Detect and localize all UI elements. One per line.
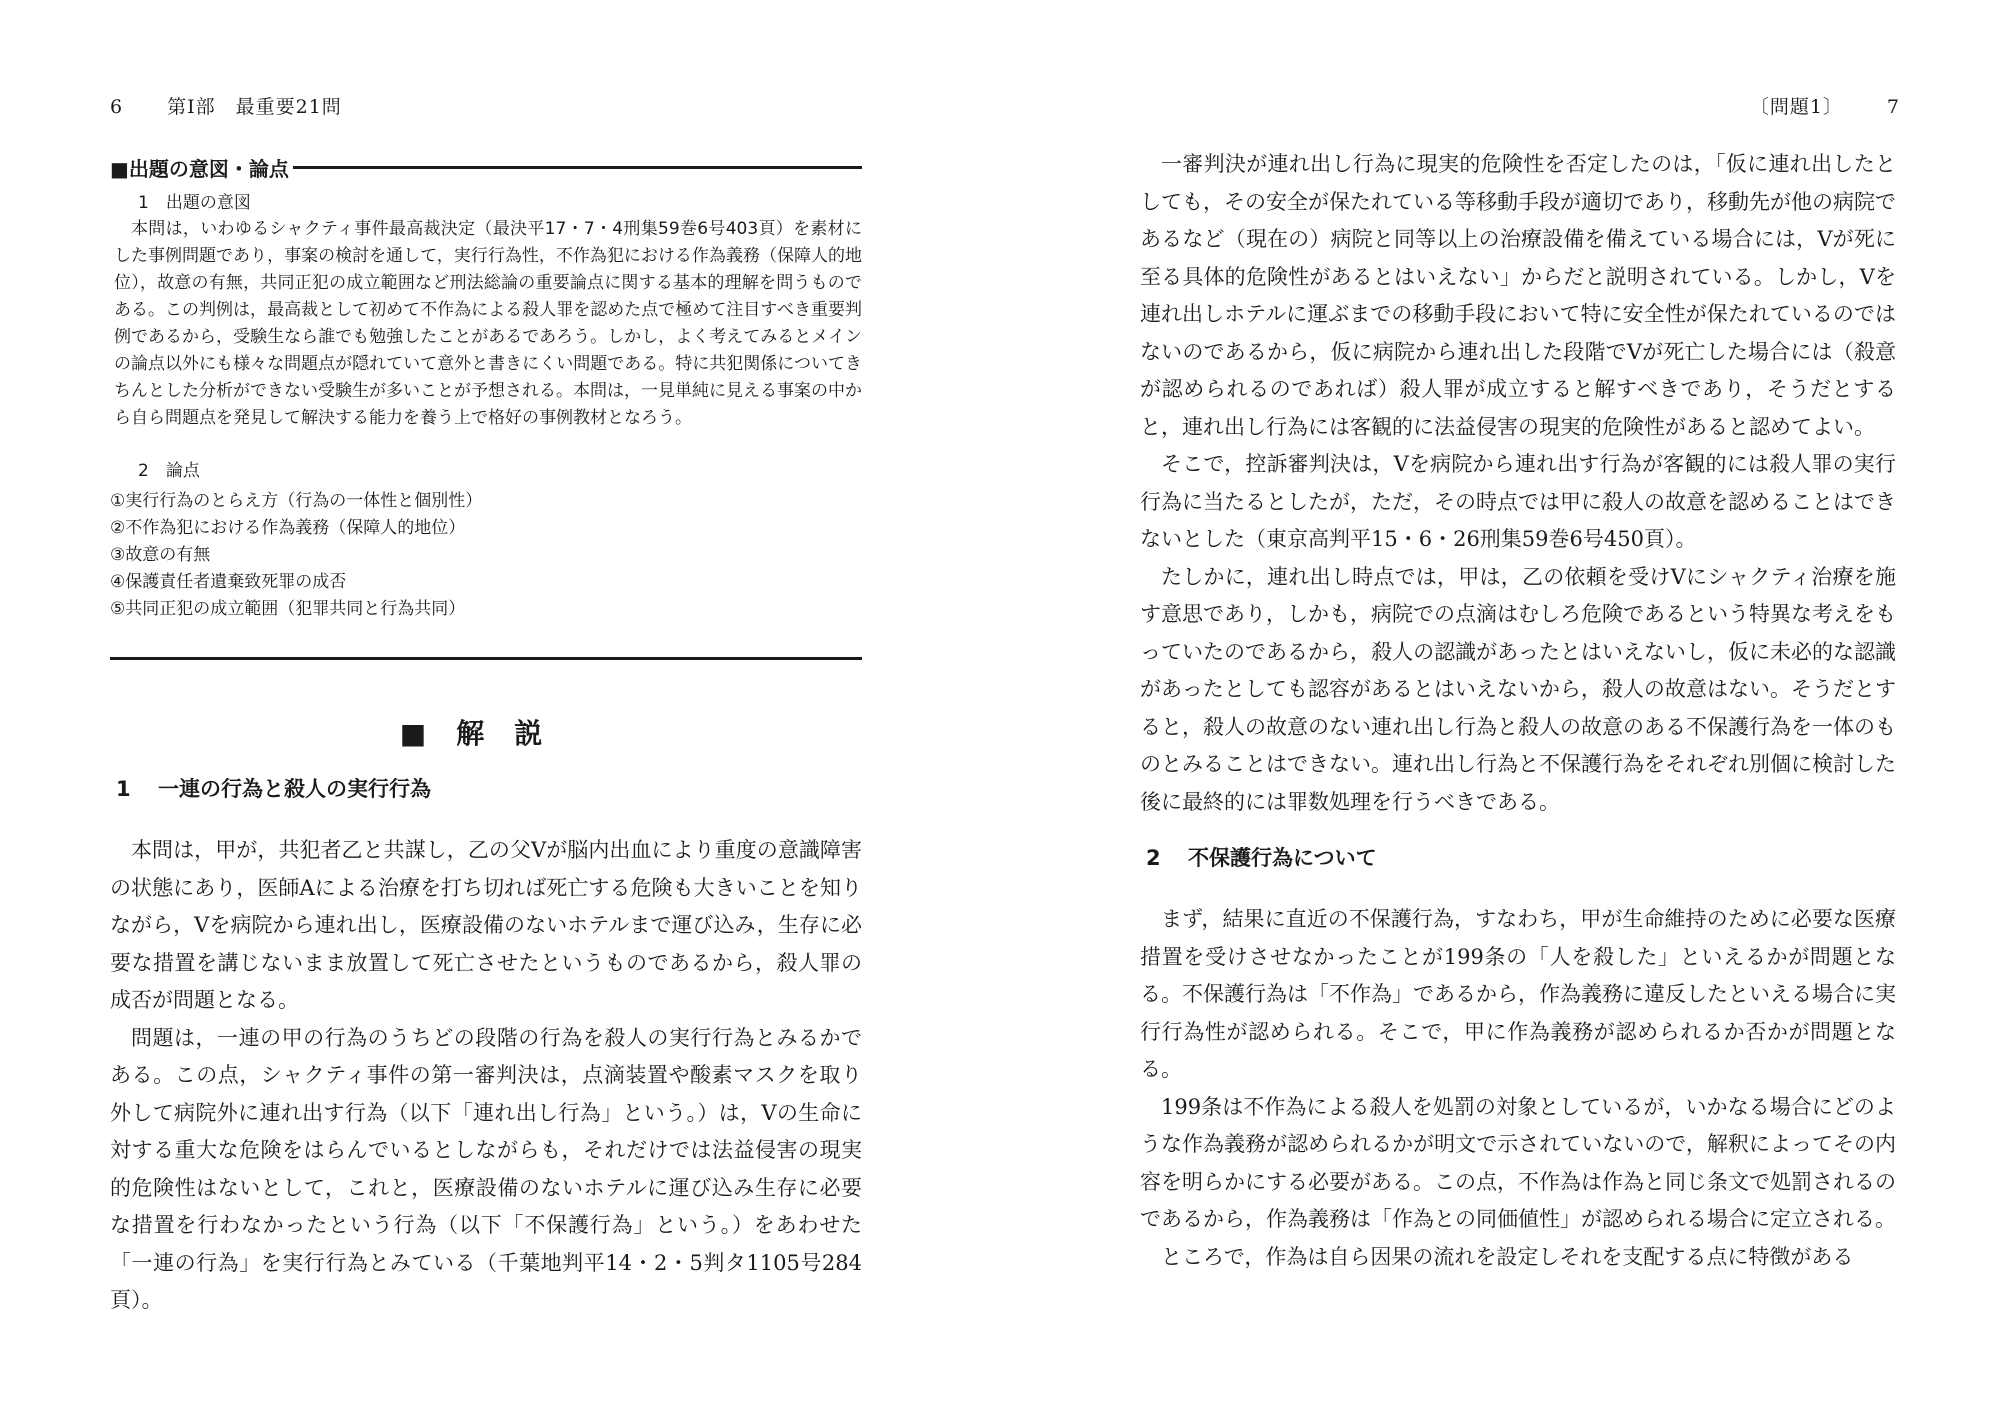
intent-subheading: 1 出題の意図 — [138, 193, 251, 213]
section-1-number: 1 — [116, 777, 131, 801]
section-2-number: 2 — [1146, 846, 1161, 870]
section-2-heading — [1140, 843, 1896, 873]
right-page-number: 7 — [1886, 96, 1900, 118]
left-body — [110, 774, 862, 1320]
body-paragraph: たしかに，連れ出し時点では，甲は，乙の依頼を受けVにシャクティ治療を施す意思であり，しかも，病院での点滴はむしろ危険であるという特異な考えをもっていたのであるから，殺人の認識があったとはいえないし，仮に未必的な認識があったとしても認容があるとはいえないから，殺人の故意はない。そうだとすると，殺人の故意のない連れ出し行為と殺人の故意のある不保護行為を一体のものとみることはできない。連れ出し行為と不保護行為をそれぞれ別個に検討した後に最終的には罪数処理を行うべきである。 — [1140, 564, 1896, 814]
left-running-title: 第Ⅰ部 最重要21問 — [167, 96, 342, 118]
body-paragraph: 一審判決が連れ出し行為に現実的危険性を否定したのは，「仮に連れ出したとしても，その安全が保たれている等移動手段が適切であり，移動先が他の病院であるなど（現在の）病院と同等以上の治療設備を備えている場合には，Vが死に至る具体的危険性があるとはいえない」からだと説明されている。しかし，Vを連れ出しホテルに運ぶまでの移動手段において特に安全性が保たれているのではないのであるから，仮に病院から連れ出した段階でVが死亡した場合には（殺意が認められるのであれば）殺人罪が成立すると解すべきであり，そうだとすると，連れ出し行為には客観的に法益侵害の現実的危険性があると認めてよい。 — [1140, 152, 1896, 439]
issue-item: ③故意の有無 — [110, 545, 211, 565]
body-paragraph: そこで，控訴審判決は，Vを病院から連れ出す行為が客観的には殺人罪の実行行為に当たるとしたが，ただ，その時点では甲に殺人の故意を認めることはできないとした（東京高判平15・6・26刑集59巻6号450頁）。 — [1140, 452, 1896, 551]
issues-list — [110, 488, 862, 623]
intent-bottom-rule — [110, 657, 862, 660]
right-running-head — [1750, 92, 1900, 119]
left-page-number: 6 — [110, 96, 124, 118]
intent-section — [110, 150, 862, 623]
issues-subheading: 2 論点 — [138, 461, 200, 481]
intent-heading-row — [110, 150, 862, 184]
intent-paragraph: 本問は，いわゆるシャクティ事件最高裁決定（最決平17・7・4刑集59巻6号403頁）を素材にした事例問題であり，事案の検討を通して，実行行為性，不作為犯における作為義務（保障人的地位），故意の有無，共同正犯の成立範囲など刑法総論の重要論点に関する基本的理解を問うものである。この判例は，最高裁として初めて不作為による殺人罪を認めた点で極めて注目すべき重要判例であるから，受験生なら誰でも勉強したことがあるであろう。しかし，よく考えてみるとメインの論点以外にも様々な問題点が隠れていて意外と書きにくい問題である。特に共犯関係についてきちんとした分析ができない受験生が多いことが予想される。本問は，一見単純に見える事案の中から自ら問題点を発見して解決する能力を養う上で格好の事例教材となろう。 — [114, 219, 862, 428]
issue-item: ①実行行為のとらえ方（行為の一体性と個別性） — [110, 491, 483, 511]
right-page — [1000, 0, 2000, 1415]
intent-heading-rule — [293, 166, 862, 169]
body-paragraph: 問題は，一連の甲の行為のうちどの段階の行為を殺人の実行行為とみるかである。この点，シャクティ事件の第一審判決は，点滴装置や酸素マスクを取り外して病院外に連れ出す行為（以下「連れ出し行為」という。）は，Vの生命に対する重大な危険をはらんでいるとしながらも，それだけでは法益侵害の現実的危険性はないとして，これと，医療設備のないホテルに運び込み生存に必要な措置を行わなかったという行為（以下「不保護行為」という。）をあわせた「一連の行為」を実行行為とみている（千葉地判平14・2・5判タ1105号284頁）。 — [110, 1025, 862, 1312]
section-2-title: 不保護行為について — [1188, 846, 1377, 870]
right-running-title: 〔問題1〕 — [1749, 96, 1843, 118]
issue-item: ⑤共同正犯の成立範囲（犯罪共同と行為共同） — [110, 599, 466, 619]
body-paragraph: まず，結果に直近の不保護行為，すなわち，甲が生命維持のために必要な医療措置を受けさせなかったことが199条の「人を殺した」といえるかが問題となる。不保護行為は「不作為」であるから，作為義務に違反したといえる場合に実行行為性が認められる。そこで，甲に作為義務が認められるか否かが問題となる。 — [1140, 907, 1896, 1081]
section-1-title: 一連の行為と殺人の実行行為 — [158, 777, 431, 801]
body-paragraph: 本問は，甲が，共犯者乙と共謀し，乙の父Vが脳内出血により重度の意識障害の状態にあり，医師Aによる治療を打ち切れば死亡する危険も大きいことを知りながら，Vを病院から連れ出し，医療設備のないホテルまで運び込み，生存に必要な措置を講じないまま放置して死亡させたというものであるから，殺人罪の成否が問題となる。 — [110, 838, 862, 1012]
intent-heading: ■出題の意図・論点 — [110, 156, 289, 181]
left-running-head — [110, 92, 342, 119]
issue-item: ④保護責任者遺棄致死罪の成否 — [110, 572, 347, 592]
issue-item: ②不作為犯における作為義務（保障人的地位） — [110, 518, 466, 538]
section-1-heading — [110, 774, 862, 804]
body-paragraph: ところで，作為は自ら因果の流れを設定しそれを支配する点に特徴がある — [1161, 1244, 1854, 1269]
right-body — [1140, 146, 1896, 1276]
commentary-heading: ■解説 — [399, 717, 573, 750]
body-paragraph: 199条は不作為による殺人を処罰の対象としているが，いかなる場合にどのような作為義務が認められるかが明文で示されていないので，解釈によってその内容を明らかにする必要がある。この点，不作為は作為と同じ条文で処罰されるのであるから，作為義務は「作為との同価値性」が認められる場合に定立される。 — [1140, 1094, 1896, 1231]
